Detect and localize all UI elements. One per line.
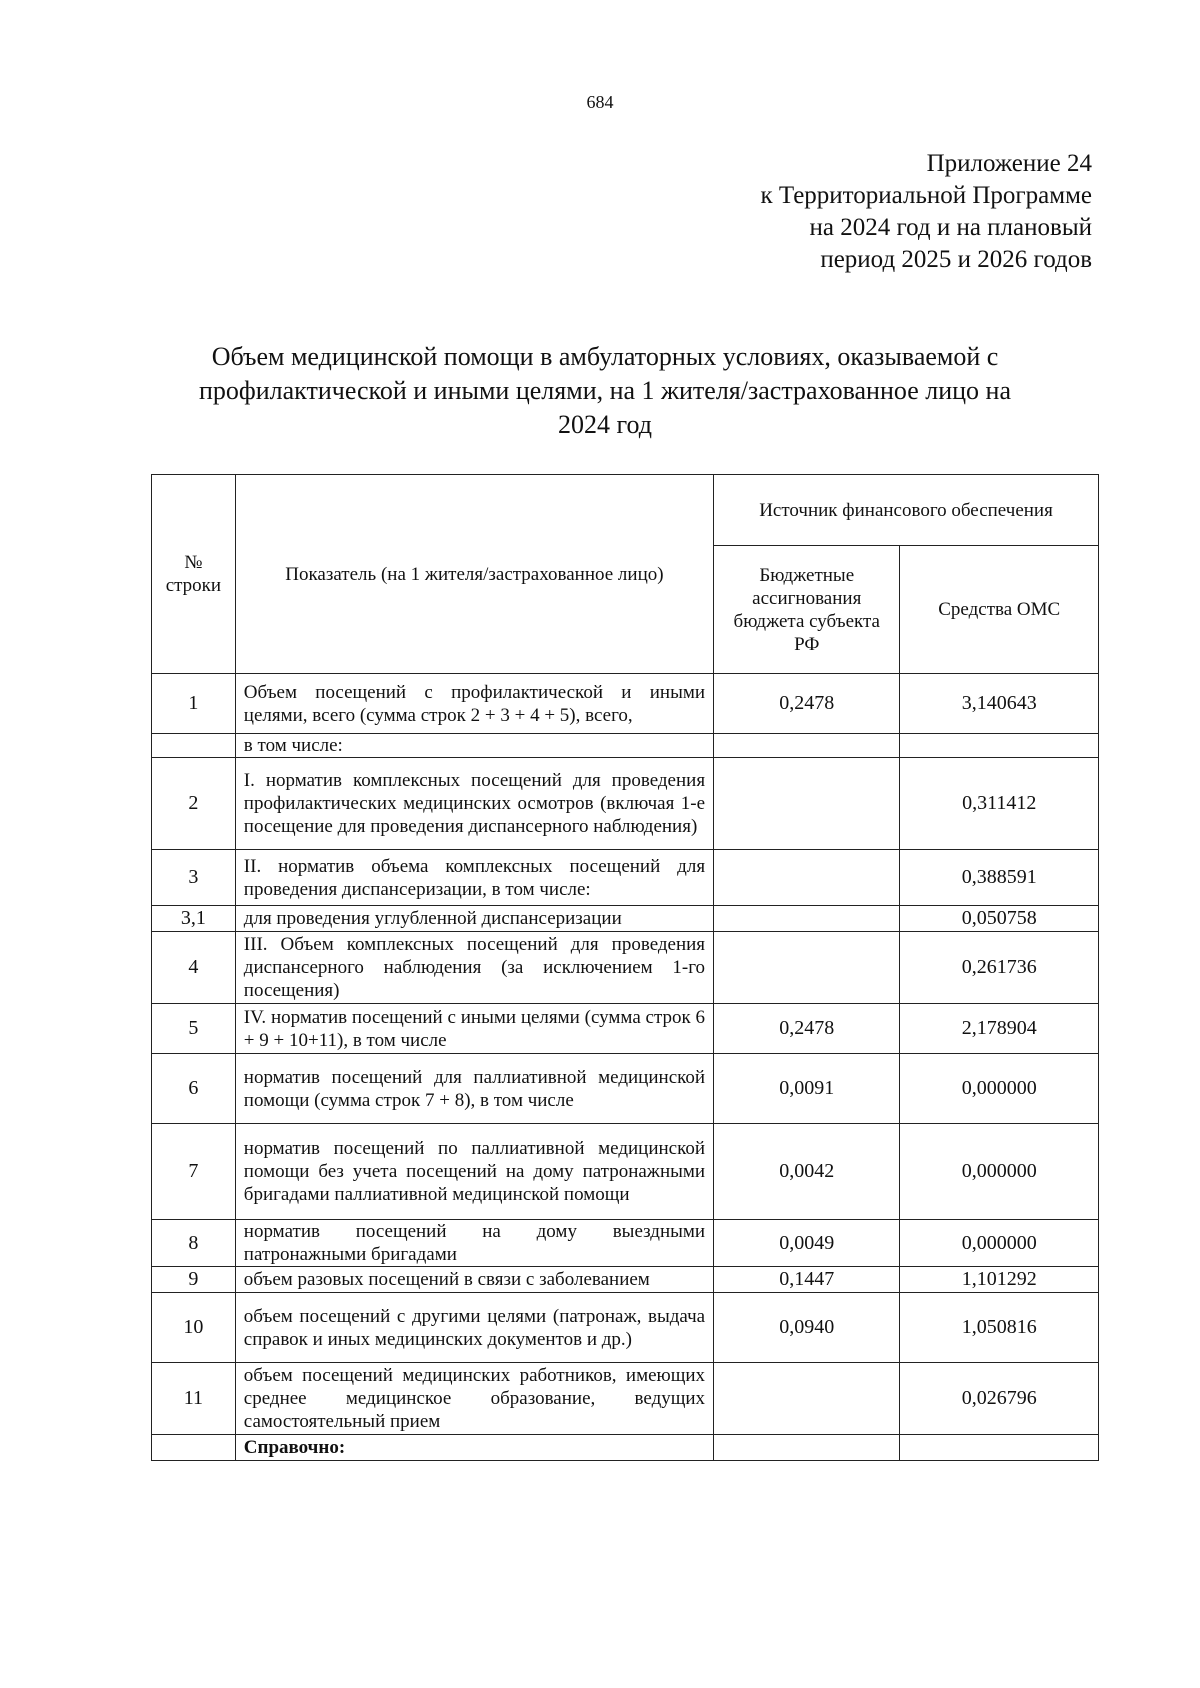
row-number-cell: 3,1 <box>152 906 236 932</box>
budget-value-cell <box>714 1435 900 1461</box>
indicator-cell: Справочно: <box>235 1435 713 1461</box>
table-header-row <box>152 475 1099 546</box>
table-row <box>152 1004 1099 1054</box>
budget-value-cell <box>714 758 900 850</box>
row-number-cell: 9 <box>152 1267 236 1293</box>
oms-value-cell: 0,311412 <box>900 758 1099 850</box>
table-row <box>152 1363 1099 1435</box>
budget-value-cell <box>714 1363 900 1435</box>
budget-value-cell: 0,0049 <box>714 1220 900 1267</box>
row-number-cell: 6 <box>152 1054 236 1124</box>
indicator-cell: III. Объем комплексных посещений для проведения диспансерного наблюдения (за исключением 1-го посещения) <box>235 932 713 1004</box>
appendix-line-1: Приложение 24 <box>926 150 1092 177</box>
indicator-cell: объем посещений медицинских работников, имеющих среднее медицинское образование, ведущих самостоятельный прием <box>235 1363 713 1435</box>
oms-value-cell: 0,261736 <box>900 932 1099 1004</box>
oms-value-cell: 0,000000 <box>900 1054 1099 1124</box>
row-number-cell <box>152 1435 236 1461</box>
row-number-cell: 2 <box>152 758 236 850</box>
appendix-line-3: на 2024 год и на плановый <box>809 214 1092 241</box>
header-row-number <box>152 475 236 674</box>
budget-value-cell <box>714 932 900 1004</box>
budget-value-cell: 0,0940 <box>714 1293 900 1363</box>
table-row <box>152 906 1099 932</box>
oms-value-cell: 3,140643 <box>900 674 1099 734</box>
indicator-cell: IV. норматив посещений с иными целями (сумма строк 6 + 9 + 10+11), в том числе <box>235 1004 713 1054</box>
budget-value-cell <box>714 906 900 932</box>
indicator-cell: норматив посещений на дому выездными патронажными бригадами <box>235 1220 713 1267</box>
table-row <box>152 1124 1099 1220</box>
appendix-line-2: к Территориальной Программе <box>760 182 1092 209</box>
oms-value-cell: 0,000000 <box>900 1220 1099 1267</box>
header-indicator: Показатель (на 1 жителя/застрахованное лицо) <box>235 475 713 674</box>
oms-value-cell <box>900 734 1099 758</box>
header-budget: Бюджетные ассигнования бюджета субъекта РФ <box>714 546 900 674</box>
budget-value-cell: 0,0042 <box>714 1124 900 1220</box>
table-body <box>152 674 1099 1461</box>
indicator-cell: I. норматив комплексных посещений для проведения профилактических медицинских осмотров (включая 1-е посещение для проведения диспансерного наблюдения) <box>235 758 713 850</box>
appendix-header <box>760 148 1092 276</box>
header-oms: Средства ОМС <box>900 546 1099 674</box>
indicator-cell: Объем посещений с профилактической и иными целями, всего (сумма строк 2 + 3 + 4 + 5), всего, <box>235 674 713 734</box>
indicator-cell: норматив посещений по паллиативной медицинской помощи без учета посещений на дому патронажными бригадами паллиативной медицинской помощи <box>235 1124 713 1220</box>
title-line-1: Объем медицинской помощи в амбулаторных условиях, оказываемой с <box>211 342 999 371</box>
document-title <box>150 340 1060 442</box>
budget-value-cell: 0,0091 <box>714 1054 900 1124</box>
appendix-line-4: период 2025 и 2026 годов <box>820 246 1092 273</box>
row-number-cell: 4 <box>152 932 236 1004</box>
oms-value-cell: 0,026796 <box>900 1363 1099 1435</box>
table-row <box>152 674 1099 734</box>
budget-value-cell: 0,2478 <box>714 674 900 734</box>
indicator-cell: норматив посещений для паллиативной медицинской помощи (сумма строк 7 + 8), в том числе <box>235 1054 713 1124</box>
indicator-cell: для проведения углубленной диспансеризации <box>235 906 713 932</box>
volume-table <box>151 474 1099 1461</box>
table-row <box>152 758 1099 850</box>
indicator-cell: объем посещений с другими целями (патронаж, выдача справок и иных медицинских документов и др.) <box>235 1293 713 1363</box>
row-number-cell: 7 <box>152 1124 236 1220</box>
indicator-cell: в том числе: <box>235 734 713 758</box>
oms-value-cell: 0,388591 <box>900 850 1099 906</box>
row-number-cell: 1 <box>152 674 236 734</box>
table-row <box>152 1220 1099 1267</box>
header-row-number-label: № строки <box>165 552 222 596</box>
row-number-cell: 3 <box>152 850 236 906</box>
oms-value-cell <box>900 1435 1099 1461</box>
oms-value-cell: 1,050816 <box>900 1293 1099 1363</box>
oms-value-cell: 2,178904 <box>900 1004 1099 1054</box>
oms-value-cell: 0,000000 <box>900 1124 1099 1220</box>
table-row <box>152 1435 1099 1461</box>
table-row <box>152 1267 1099 1293</box>
indicator-cell: II. норматив объема комплексных посещений для проведения диспансеризации, в том числе: <box>235 850 713 906</box>
title-line-3: 2024 год <box>558 410 652 439</box>
budget-value-cell: 0,1447 <box>714 1267 900 1293</box>
row-number-cell <box>152 734 236 758</box>
row-number-cell: 11 <box>152 1363 236 1435</box>
row-number-cell: 8 <box>152 1220 236 1267</box>
header-source: Источник финансового обеспечения <box>714 475 1099 546</box>
page-number: 684 <box>586 92 614 112</box>
oms-value-cell: 0,050758 <box>900 906 1099 932</box>
budget-value-cell <box>714 850 900 906</box>
table-row <box>152 1293 1099 1363</box>
title-line-2: профилактической и иными целями, на 1 жителя/застрахованное лицо на <box>198 376 1011 405</box>
indicator-cell: объем разовых посещений в связи с заболеванием <box>235 1267 713 1293</box>
budget-value-cell: 0,2478 <box>714 1004 900 1054</box>
table-row <box>152 734 1099 758</box>
row-number-cell: 10 <box>152 1293 236 1363</box>
row-number-cell: 5 <box>152 1004 236 1054</box>
oms-value-cell: 1,101292 <box>900 1267 1099 1293</box>
table-row <box>152 850 1099 906</box>
table-row <box>152 1054 1099 1124</box>
table-row <box>152 932 1099 1004</box>
budget-value-cell <box>714 734 900 758</box>
